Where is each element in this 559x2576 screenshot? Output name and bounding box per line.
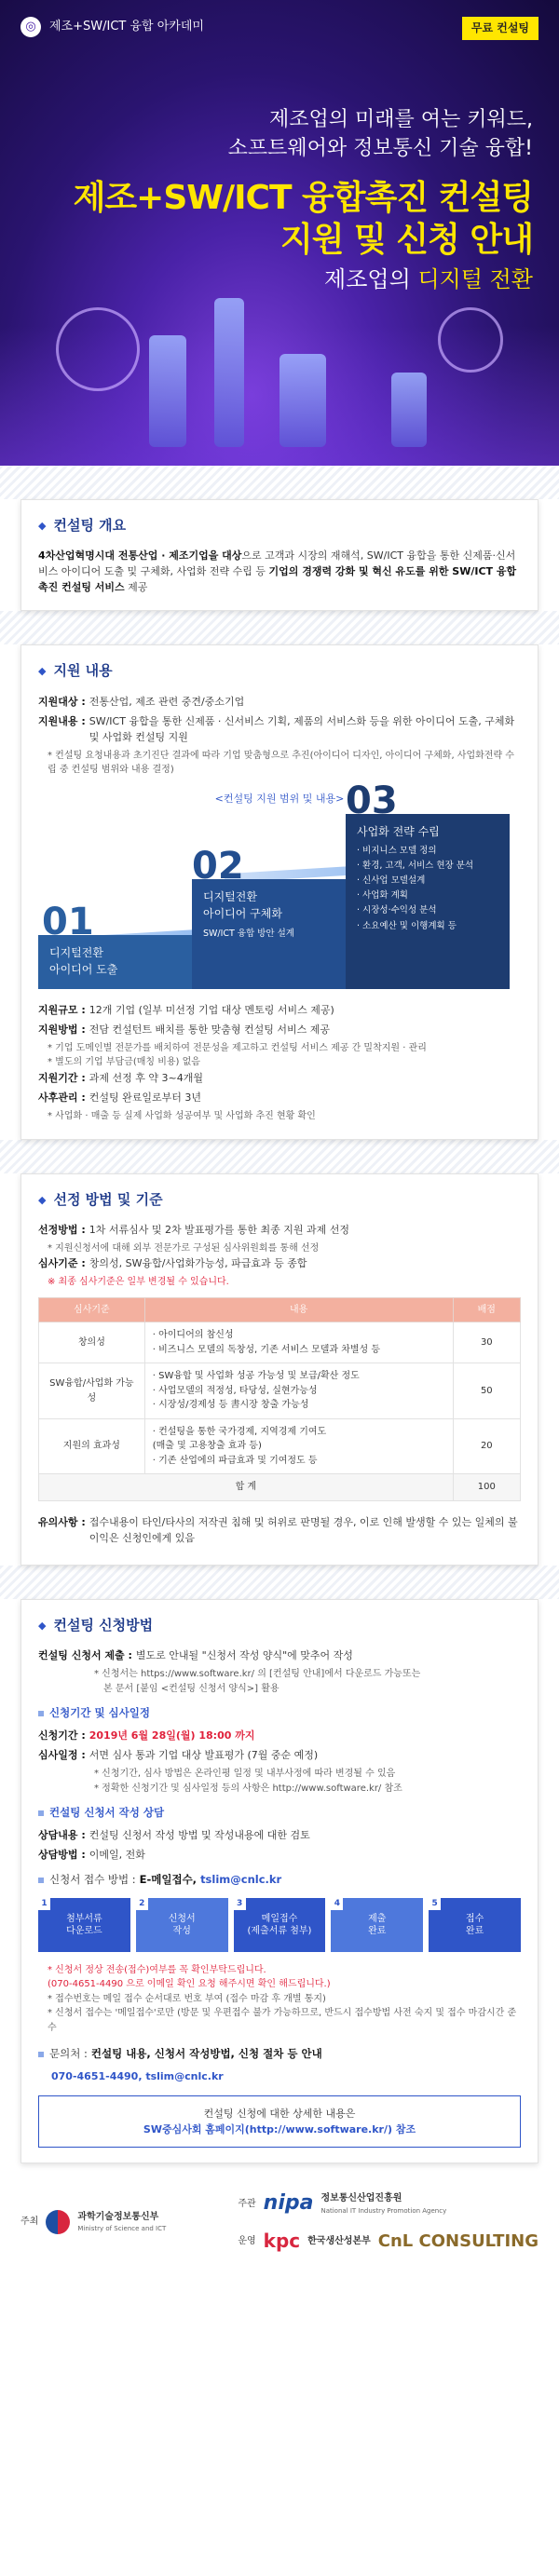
row-key: 지원규모 : [38,1003,86,1016]
contact-key: 문의처 : [49,2047,88,2061]
total-score: 100 [453,1474,520,1501]
flow-step-label: 접수 [465,1913,484,1924]
organizer-label: 주관 [238,2198,256,2209]
submit-subheading [38,1872,521,1889]
table-row [39,1418,521,1474]
row-key: 지원대상 : [38,695,86,708]
diamond-icon: ◆ [38,665,47,678]
row-value: 컨설팅 신청서 작성 방법 및 작성내용에 대한 검토 [89,1828,310,1841]
row-value: 서면 심사 통과 기업 대상 발표평가 (7월 중순 예정) [89,1749,319,1762]
host-name-en: Ministry of Science and ICT [77,2225,167,2233]
criteria-item: · 기존 산업에의 파급효과 및 기여정도 등 [152,1455,318,1466]
row-key: 사후관리 : [38,1091,86,1104]
step-number: 02 [192,844,244,888]
row-key: 심사기준 : [38,1257,86,1270]
hero-banner [0,0,559,466]
hero-pillar [214,298,244,447]
row-value: 1차 서류심사 및 2차 발표평가를 통한 최종 지원 과제 선정 [89,1223,349,1236]
academy-name: 제조+SW/ICT 융합 아카데미 [49,19,204,34]
step-title: 사업화 전략 수립 [357,824,440,838]
support-target-row [38,694,521,710]
review-row [38,1747,521,1763]
academy-logo-icon: ◎ [20,17,41,37]
organizer-row [238,2188,539,2219]
flow-step-label: 첨부서류 [66,1913,102,1924]
total-label: 합 계 [39,1474,454,1501]
step-title: 디지털전환 [203,889,257,903]
homepage-link[interactable]: SW중심사회 홈페이지(http://www.software.kr/) 참조 [143,2123,416,2136]
criteria-name: SW융합/사업화 가능성 [39,1363,145,1419]
flow-step-number: 4 [331,1898,343,1910]
criteria-item: · 시장성/경제성 등 書시장 창출 가능성 [152,1400,309,1411]
criteria-item: · SW융합 및 사업화 성공 가능성 및 보급/확산 정도 [152,1371,360,1382]
diamond-icon: ◆ [38,520,47,533]
criteria-item: · 컨설팅을 통한 국가경제, 지역경제 기여도 [152,1426,327,1437]
support-heading: 지원 내용 [53,662,113,680]
list-item: · 사업화 계획 [357,890,408,902]
row-key: 심사일정 : [38,1749,86,1762]
row-key: 상담내용 : [38,1828,86,1841]
tagline-prefix: 제조업의 [324,266,411,292]
list-item: · 신사업 모델설계 [357,875,426,887]
list-item: · 시장성·수익성 분석 [357,905,437,916]
diamond-icon: ◆ [38,1620,47,1633]
row-key: 상담방법 : [38,1849,86,1862]
flow-step [331,1898,423,1952]
divider-stripes [0,1140,559,1173]
support-section [20,644,539,1139]
scope-caption: <컨설팅 지원 범위 및 내용> [214,792,345,805]
table-header: 배점 [453,1297,520,1322]
table-header: 내용 [144,1297,453,1322]
overview-text [38,548,521,595]
hero-title-2: 지원 및 신청 안내 [280,221,533,259]
square-bullet-icon [38,1810,44,1816]
support-scale-row [38,1002,521,1018]
info-box-line: 컨설팅 신청에 대한 상세한 내용은 [203,2108,356,2121]
nipa-logo: nipa [263,2191,314,2216]
step-title: 디지털전환 [49,945,103,959]
support-method-row [38,1022,521,1037]
criteria-items [144,1363,453,1419]
form-row [38,1647,521,1663]
row-value: 이메일, 전화 [89,1849,145,1862]
row-value: SW/ICT 융합을 통한 신제품 · 신서비스 기획, 제품의 서비스화 등을 위한 아이디어 도출, 구체화 및 사업화 컨설팅 지원 [89,714,515,743]
criteria-item: (매출 및 고용창출 효과 등) [152,1441,262,1452]
step-2 [192,844,346,989]
form-note: 본 문서 [붙임 <컨설팅 신청서 양식>] 활용 [103,1683,280,1694]
row-key: 선정방법 : [38,1223,86,1236]
selection-heading: 선정 방법 및 기준 [53,1190,163,1208]
criteria-note: ※ 최종 심사기준은 일부 변경될 수 있습니다. [48,1277,229,1288]
support-after-row [38,1090,521,1105]
criteria-items [144,1418,453,1474]
flow-step-number: 3 [234,1898,246,1910]
table-header: 심사기준 [39,1297,145,1322]
flow-step-label: 완료 [465,1926,484,1937]
consult-subheading [38,1805,521,1822]
info-box [38,2095,521,2148]
subheading-text: 컨설팅 신청서 작성 상담 [49,1806,165,1820]
apply-note: * 신청서 접수는 '메일접수'로만 (방문 및 우편접수 불가 가능하므로, 반드시 접수방법 사전 숙지 및 접수 마감시간 준수 [48,2008,517,2033]
flow-step-number: 1 [38,1898,50,1910]
row-key: 지원기간 : [38,1071,86,1084]
overview-section [20,499,539,611]
hero-title-1: 제조+SW/ICT 융합촉진 컨설팅 [73,179,533,217]
criteria-score: 20 [453,1418,520,1474]
method-note: * 별도의 기업 부담금(매칭 비용) 없음 [48,1057,200,1068]
operator-name: 한국생산성본부 [307,2236,371,2247]
step-number: 01 [42,900,94,943]
row-key: 지원방법 : [38,1023,86,1036]
flow-step-number: 2 [136,1898,148,1910]
selection-note: * 지원신청서에 대해 외부 전문가로 구성된 심사위원회를 통해 선정 [48,1242,320,1254]
support-content-row [38,713,521,745]
host-label: 주최 [20,2217,39,2228]
section-title [38,660,521,682]
criteria-score: 30 [453,1322,520,1363]
step-title: 아이디어 구체화 [203,906,282,920]
period-row [38,1728,521,1743]
msit-logo-icon [46,2210,70,2234]
criteria-item: · 아이디어의 참신성 [152,1330,234,1341]
support-content-note: * 컨설팅 요청내용과 초기진단 결과에 따라 기업 맞춤형으로 추진(아이디어 디자인, 아이디어 구체화, 사업화전략 수립 중 컨설팅 범위와 내용 결정) [48,750,514,776]
list-item: · 비지니스 모델 정의 [357,845,437,856]
overview-heading: 컨설팅 개요 [53,517,127,534]
overview-bold-1: 4차산업혁명시대 전통산업 · 제조기업을 대상 [38,549,242,563]
row-value: 컨설팅 완료일로부터 3년 [89,1091,201,1104]
contact-value: 컨설팅 내용, 신청서 작성방법, 신청 절차 등 안내 [90,2047,322,2061]
flow-step-number: 5 [429,1898,441,1910]
row-value: 12개 기업 (일부 미선정 기업 대상 멘토링 서비스 제공) [89,1003,334,1016]
review-note: * 정확한 신청기간 및 심사일정 등의 사항은 http://www.software.kr/ 참조 [94,1783,402,1794]
method-note: * 기업 도메인별 전문가를 배치하여 전문성을 제고하고 컨설팅 서비스 제공 간 밀착지원 · 관리 [48,1042,427,1053]
criteria-item: · 사업모델의 적정성, 타당성, 실현가능성 [152,1385,318,1396]
subheading-text: 신청서 접수 방법 : [49,1873,136,1887]
row-key: 지원내용 : [38,714,86,727]
step-1 [38,900,192,989]
organizer-group [238,2188,539,2256]
kpc-logo: kpc [263,2230,301,2253]
flow-step-label: 다운로드 [66,1926,102,1937]
submit-email-link[interactable]: tslim@cnlc.kr [200,1873,282,1887]
host-name: 과학기술정보통신부 [77,2211,159,2222]
selection-method-row [38,1222,521,1238]
subheading-text: 신청기간 및 심사일정 [49,1706,150,1720]
submit-method: E-메일접수, [135,1873,201,1887]
list-item: · 환경, 고객, 서비스 현장 분석 [357,860,474,871]
divider-stripes [0,611,559,644]
flow-step-label: (제출서류 첨부) [247,1926,312,1937]
hero-pillar [391,373,427,447]
row-value: 창의성, SW융합/사업화가능성, 파급효과 등 종합 [89,1257,307,1270]
contact-phone-email[interactable]: 070-4651-4490, tslim@cnlc.kr [51,2070,224,2083]
selection-section [20,1173,539,1566]
form-note: * 신청서는 https://www.software.kr/ 의 [컨설팅 안내]에서 다운로드 가능또는 [94,1669,421,1680]
footer [0,2163,559,2284]
selection-criteria-row [38,1255,521,1271]
free-consulting-badge: 무료 컨설팅 [462,17,539,40]
section-title [38,1189,521,1211]
step-sub: SW/ICT 융합 방안 설계 [203,928,294,939]
table-row [39,1322,521,1363]
cnl-consulting-logo: CnL CONSULTING [377,2230,539,2251]
red-note: (070-4651-4490 으로 이메일 확인 요청 해주시면 확인 해드립니다.) [48,1979,331,1990]
academy-brand [20,17,204,37]
hero-pillar [280,354,326,447]
row-value: 과제 선정 후 약 3~4개월 [89,1071,203,1084]
consult-row [38,1827,521,1843]
flow-step-label: 완료 [368,1926,387,1937]
flow-step-label: 제출 [368,1913,387,1924]
table-total-row [39,1474,521,1501]
hero-line-2: 소프트웨어와 정보통신 기술 융합! [227,137,533,160]
step-3 [346,779,510,989]
consult-method-row [38,1847,521,1863]
organizer-name-en: National IT Industry Promotion Agency [320,2206,447,2215]
after-note: * 사업화 · 매출 등 실제 사업화 성공여부 및 사업화 추진 현황 확인 [48,1111,316,1122]
table-header-row [39,1297,521,1322]
row-value: 별도로 안내될 "신청서 작성 양식"에 맞추어 작성 [135,1649,353,1662]
deadline-value: 2019년 6월 28일(월) 18:00 까지 [89,1729,255,1742]
flow-step [136,1898,228,1952]
host-group [20,2210,166,2234]
overview-plain-2: 제공 [124,581,148,594]
overview-bold-2: 기업의 경쟁력 강화 및 혁신 유도를 위한 SW/ICT 융합촉진 컨설팅 서비스 [38,565,517,594]
divider-stripes [0,466,559,499]
flow-step-label: 메일접수 [261,1913,298,1924]
square-bullet-icon [38,1711,44,1716]
apply-note: * 접수번호는 메일 접수 순서대로 번호 부여 (접수 마감 후 개별 통지) [48,1993,326,2004]
support-period-row [38,1070,521,1086]
flow-step [429,1898,521,1952]
criteria-name: 창의성 [39,1322,145,1363]
hero-ring [438,307,503,373]
caution-row [38,1514,521,1546]
diamond-icon: ◆ [38,1193,47,1206]
criteria-score: 50 [453,1363,520,1419]
step-title: 아이디어 도출 [49,962,118,976]
step-3-list [357,844,498,934]
overview-plain-1: 으로 고객과 시장의 재해석, SW/ICT 융합을 통한 신제품·신서비스 아이디어 도출 및 구체화, 사업화 전략 수립 등 [38,549,516,578]
hero-tagline [324,263,533,297]
submit-flow [38,1898,521,1952]
table-row [39,1363,521,1419]
flow-step-label: 신청서 [168,1913,196,1924]
section-title [38,515,521,536]
list-item: · 소요예산 및 이행계획 등 [357,920,457,931]
step-number: 03 [346,779,398,822]
flow-step [234,1898,326,1952]
hero-ring [56,307,140,391]
red-note: * 신청서 정상 전송(접수)여부를 꼭 확인부탁드립니다. [48,1964,266,1975]
square-bullet-icon [38,2052,44,2057]
criteria-name: 지원의 효과성 [39,1418,145,1474]
row-value: 전담 컨설턴트 배치를 통한 맞춤형 컨설팅 서비스 제공 [89,1023,330,1036]
apply-heading: 컨설팅 신청방법 [53,1616,154,1634]
row-value: 전통산업, 제조 관련 중견/중소기업 [89,695,245,708]
criteria-items [144,1322,453,1363]
criteria-table [38,1297,521,1501]
schedule-subheading [38,1705,521,1722]
tagline-highlight: 디지털 전환 [417,266,533,292]
organizer-name: 정보통신산업진흥원 [320,2193,402,2204]
operator-label: 운영 [238,2236,256,2247]
divider-stripes [0,1566,559,1599]
contact-subheading [38,2046,521,2063]
apply-section [20,1599,539,2163]
criteria-item: · 비즈니스 모델의 독창성, 기존 서비스 모델과 차별성 등 [152,1344,381,1355]
row-key: 유의사항 : [38,1515,86,1528]
review-note: * 신청기간, 심사 방법은 온라인평 일정 및 내부사정에 따라 변경될 수 있음 [94,1769,396,1780]
row-key: 컨설팅 신청서 제출 : [38,1649,132,1662]
flow-step-label: 작성 [172,1926,191,1937]
square-bullet-icon [38,1878,44,1883]
row-value: 접수내용이 타인/타사의 저작권 침해 및 허위로 판명될 경우, 이로 인해 발생할 수 있는 일체의 불이익은 신청인에게 있음 [89,1515,518,1544]
row-key: 신청기간 : [38,1729,86,1742]
operator-row [238,2227,539,2256]
hero-line-1: 제조업의 미래를 여는 키워드, [269,108,533,131]
flow-step [38,1898,130,1952]
section-title [38,1615,521,1636]
hero-pillar [149,335,186,447]
